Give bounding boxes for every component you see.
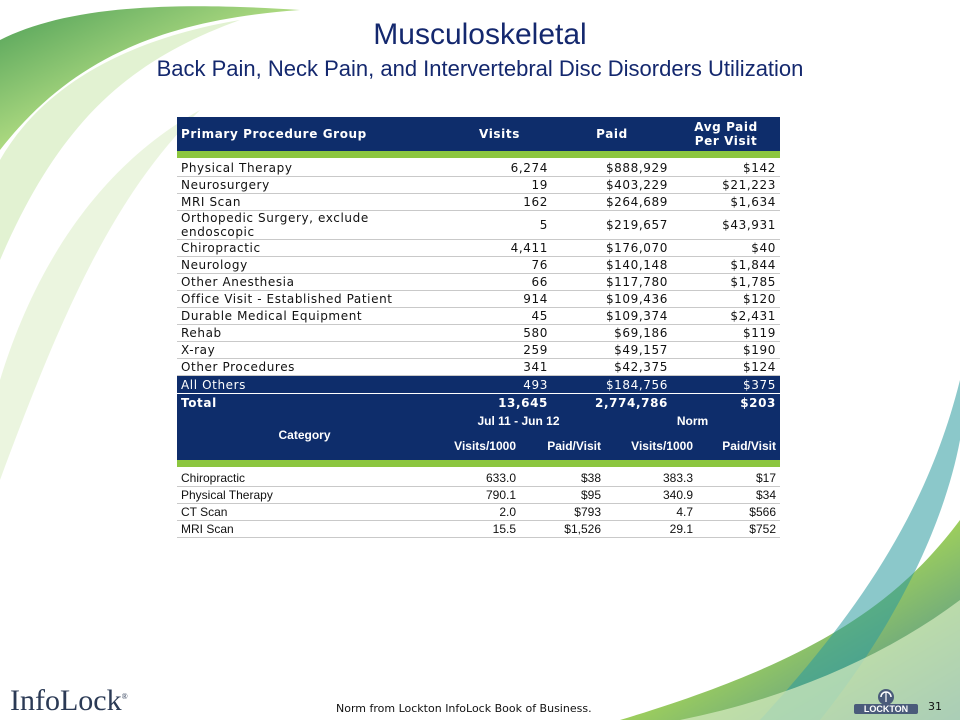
procedure-group-cell: Rehab <box>177 325 447 342</box>
paid-cell: $140,148 <box>552 257 672 274</box>
avg-paid-cell: $120 <box>672 291 780 308</box>
norm-paid-per-visit-cell: $752 <box>697 521 780 538</box>
header-paid-per-visit: Paid/Visit <box>520 432 605 460</box>
paid-cell: $109,436 <box>552 291 672 308</box>
table-row <box>177 194 780 211</box>
header-avg-paid <box>672 117 780 151</box>
paid-cell: $176,070 <box>552 240 672 257</box>
avg-paid-cell: $2,431 <box>672 308 780 325</box>
paid-cell: $69,186 <box>552 325 672 342</box>
registered-mark: ® <box>121 692 128 701</box>
paid-cell: $49,157 <box>552 342 672 359</box>
visits-cell: 19 <box>447 177 552 194</box>
procedure-group-cell: Office Visit - Established Patient <box>177 291 447 308</box>
table-row <box>177 470 780 487</box>
avg-paid-cell: $1,785 <box>672 274 780 291</box>
procedure-group-cell: Other Procedures <box>177 359 447 376</box>
category-table-header-top <box>177 410 780 432</box>
norm-visits-per-1000-cell: 383.3 <box>605 470 697 487</box>
avg-paid-cell: $124 <box>672 359 780 376</box>
total-row <box>177 394 780 412</box>
paid-cell: $42,375 <box>552 359 672 376</box>
procedure-group-cell: Durable Medical Equipment <box>177 308 447 325</box>
avg-paid-cell: $1,844 <box>672 257 780 274</box>
procedure-group-cell: Physical Therapy <box>177 160 447 177</box>
table-row <box>177 177 780 194</box>
norm-paid-per-visit-cell: $17 <box>697 470 780 487</box>
paid-per-visit-cell: $38 <box>520 470 605 487</box>
table-row <box>177 359 780 376</box>
table-row <box>177 487 780 504</box>
paid-per-visit-cell: $1,526 <box>520 521 605 538</box>
category-cell: Chiropractic <box>177 470 432 487</box>
procedure-table-header <box>177 117 780 151</box>
procedure-group-cell: Neurosurgery <box>177 177 447 194</box>
avg-paid-cell: $21,223 <box>672 177 780 194</box>
procedure-table <box>177 117 780 412</box>
visits-cell: 341 <box>447 359 552 376</box>
table-row <box>177 504 780 521</box>
lockton-logo-text: LOCKTON <box>854 704 918 714</box>
header-norm-paid-per-visit: Paid/Visit <box>697 432 780 460</box>
paid-per-visit-cell: $95 <box>520 487 605 504</box>
visits-cell: 76 <box>447 257 552 274</box>
procedure-group-cell: Other Anesthesia <box>177 274 447 291</box>
paid-cell: $888,929 <box>552 160 672 177</box>
procedure-group-cell: Orthopedic Surgery, exclude endoscopic <box>177 211 447 240</box>
avg-paid-cell: $40 <box>672 240 780 257</box>
visits-per-1000-cell: 2.0 <box>432 504 520 521</box>
visits-cell: 66 <box>447 274 552 291</box>
green-separator <box>177 151 780 158</box>
visits-per-1000-cell: 633.0 <box>432 470 520 487</box>
visits-cell: 13,645 <box>447 394 552 412</box>
procedure-group-cell: X-ray <box>177 342 447 359</box>
norm-paid-per-visit-cell: $566 <box>697 504 780 521</box>
table-row <box>177 240 780 257</box>
paid-cell: $403,229 <box>552 177 672 194</box>
visits-cell: 259 <box>447 342 552 359</box>
header-period: Jul 11 - Jun 12 <box>432 410 605 432</box>
visits-cell: 914 <box>447 291 552 308</box>
infolock-logo-text: InfoLock <box>10 684 122 717</box>
category-cell: Physical Therapy <box>177 487 432 504</box>
green-separator <box>177 460 780 467</box>
table-row <box>177 521 780 538</box>
header-visits-per-1000: Visits/1000 <box>432 432 520 460</box>
avg-paid-cell: $203 <box>672 394 780 412</box>
avg-paid-cell: $190 <box>672 342 780 359</box>
visits-cell: 162 <box>447 194 552 211</box>
table-row <box>177 274 780 291</box>
procedure-group-cell: MRI Scan <box>177 194 447 211</box>
lockton-logo <box>854 688 918 716</box>
norm-paid-per-visit-cell: $34 <box>697 487 780 504</box>
procedure-group-cell: Chiropractic <box>177 240 447 257</box>
paid-cell: 2,774,786 <box>552 394 672 412</box>
header-group: Primary Procedure Group <box>177 117 447 151</box>
visits-cell: 580 <box>447 325 552 342</box>
page-subtitle: Back Pain, Neck Pain, and Intervertebral Disc Disorders Utilization <box>156 56 804 81</box>
visits-cell: 5 <box>447 211 552 240</box>
visits-per-1000-cell: 15.5 <box>432 521 520 538</box>
avg-paid-cell: $119 <box>672 325 780 342</box>
visits-cell: 493 <box>447 376 552 394</box>
paid-cell: $184,756 <box>552 376 672 394</box>
avg-paid-cell: $43,931 <box>672 211 780 240</box>
table-row <box>177 325 780 342</box>
table-row <box>177 308 780 325</box>
footnote: Norm from Lockton InfoLock Book of Business. <box>336 702 592 715</box>
procedure-group-cell: Total <box>177 394 447 412</box>
header-visits: Visits <box>447 117 552 151</box>
avg-paid-cell: $142 <box>672 160 780 177</box>
page-title: Musculoskeletal <box>373 18 587 51</box>
paid-cell: $264,689 <box>552 194 672 211</box>
visits-per-1000-cell: 790.1 <box>432 487 520 504</box>
paid-cell: $219,657 <box>552 211 672 240</box>
avg-paid-cell: $375 <box>672 376 780 394</box>
visits-cell: 4,411 <box>447 240 552 257</box>
table-row <box>177 342 780 359</box>
header-category: Category <box>177 410 432 460</box>
norm-visits-per-1000-cell: 29.1 <box>605 521 697 538</box>
table-row <box>177 160 780 177</box>
category-table <box>177 410 780 538</box>
paid-cell: $109,374 <box>552 308 672 325</box>
header-paid: Paid <box>552 117 672 151</box>
norm-visits-per-1000-cell: 340.9 <box>605 487 697 504</box>
table-row <box>177 211 780 240</box>
category-cell: CT Scan <box>177 504 432 521</box>
header-avg-line1: Avg Paid <box>694 120 758 134</box>
category-cell: MRI Scan <box>177 521 432 538</box>
header-avg-line2: Per Visit <box>694 134 758 148</box>
infolock-logo <box>10 684 128 718</box>
procedure-group-cell: Neurology <box>177 257 447 274</box>
procedure-group-cell: All Others <box>177 376 447 394</box>
avg-paid-cell: $1,634 <box>672 194 780 211</box>
paid-per-visit-cell: $793 <box>520 504 605 521</box>
norm-visits-per-1000-cell: 4.7 <box>605 504 697 521</box>
header-norm-visits-per-1000: Visits/1000 <box>605 432 697 460</box>
page-number: 31 <box>928 700 942 713</box>
visits-cell: 45 <box>447 308 552 325</box>
table-row <box>177 291 780 308</box>
header-norm: Norm <box>605 410 780 432</box>
table-row <box>177 257 780 274</box>
all-others-row <box>177 376 780 394</box>
visits-cell: 6,274 <box>447 160 552 177</box>
paid-cell: $117,780 <box>552 274 672 291</box>
